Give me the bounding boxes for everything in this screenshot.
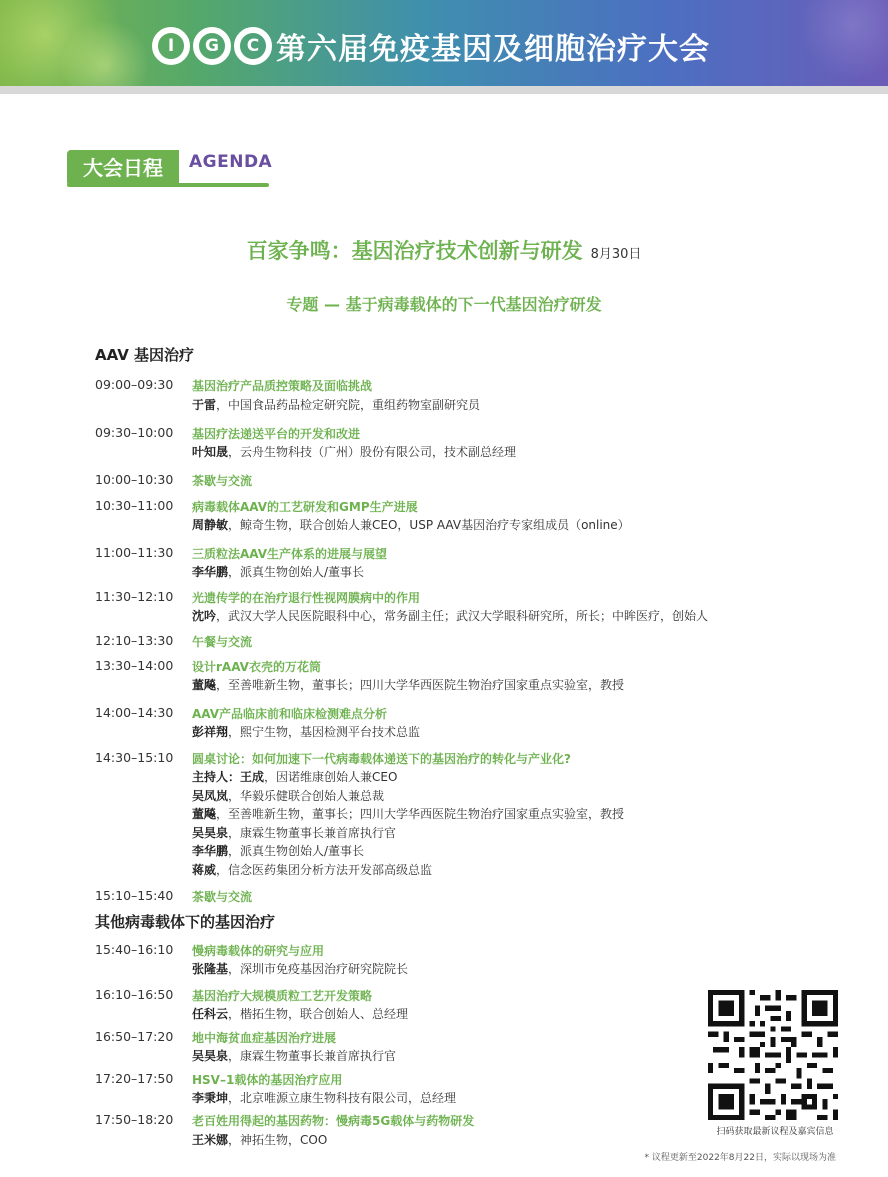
agenda-time: 15:10–15:40	[95, 888, 174, 903]
speaker-name: 蒋威	[192, 863, 217, 877]
speaker-name: 于雷	[192, 398, 217, 412]
speaker-line	[192, 861, 432, 878]
speaker-line	[192, 824, 396, 841]
speaker-name: 李华鹏	[192, 565, 229, 579]
speaker-name: 主持人：王成	[192, 770, 265, 784]
speaker-name: 吴昊泉	[192, 826, 229, 840]
speaker-affiliation: ，中国食品药品检定研究院，重组药物室副研究员	[216, 398, 481, 412]
speaker-affiliation: ，北京唯源立康生物科技有限公司，总经理	[228, 1091, 457, 1105]
speaker-line	[192, 396, 480, 413]
footnote: * 议程更新至2022年8月22日，实际以现场为准	[644, 1153, 836, 1163]
agenda-talk-title: 茶歇与交流	[192, 474, 253, 488]
logo-letter: I	[152, 27, 190, 65]
agenda-time: 09:00–09:30	[95, 377, 174, 392]
speaker-name: 王米娜	[192, 1133, 229, 1147]
section-heading: AAV 基因治疗	[95, 346, 195, 364]
agenda-talk-title: 地中海贫血症基因治疗进展	[192, 1031, 337, 1045]
agenda-time: 17:50–18:20	[95, 1112, 174, 1127]
speaker-affiliation: ，至善唯新生物，董事长；四川大学华西医院生物治疗国家重点实验室，教授	[216, 807, 625, 821]
speaker-affiliation: ，深圳市免疫基因治疗研究院院长	[228, 962, 409, 976]
speaker-line	[192, 960, 408, 977]
agenda-time: 15:40–16:10	[95, 942, 174, 957]
agenda-time: 11:00–11:30	[95, 545, 174, 560]
agenda-talk-title: 基因治疗大规模质粒工艺开发策略	[192, 989, 373, 1003]
speaker-line	[192, 805, 624, 822]
agenda-underline	[67, 183, 269, 187]
agenda-time: 12:10–13:30	[95, 633, 174, 648]
speaker-name: 叶知晟	[192, 445, 229, 459]
speaker-affiliation: ，信念医药集团分析方法开发部高级总监	[216, 863, 433, 877]
speaker-affiliation: ，至善唯新生物，董事长；四川大学华西医院生物治疗国家重点实验室，教授	[216, 678, 625, 692]
speaker-line	[192, 723, 420, 740]
speaker-line	[192, 516, 630, 533]
speaker-name: 李秉坤	[192, 1091, 229, 1105]
speaker-name: 沈吟	[192, 609, 217, 623]
agenda-time: 17:20–17:50	[95, 1071, 174, 1086]
header-banner	[0, 0, 888, 90]
agenda-label	[67, 150, 272, 188]
agenda-time: 13:30–14:00	[95, 658, 174, 673]
speaker-name: 董飚	[192, 807, 217, 821]
agenda-talk-title: 基因疗法递送平台的开发和改进	[192, 427, 361, 441]
conference-title: 第六届免疫基因及细胞治疗大会	[276, 32, 710, 67]
agenda-talk-title: 茶歇与交流	[192, 890, 253, 904]
speaker-affiliation: ，派真生物创始人/董事长	[228, 844, 365, 858]
speaker-affiliation: ，云舟生物科技（广州）股份有限公司，技术副总经理	[228, 445, 517, 459]
agenda-time: 10:30–11:00	[95, 498, 174, 513]
speaker-line	[192, 443, 516, 460]
speaker-line	[192, 1047, 396, 1064]
agenda-talk-title: 老百姓用得起的基因药物：慢病毒5G载体与药物研发	[192, 1114, 475, 1128]
speaker-name: 董飚	[192, 678, 217, 692]
agenda-talk-title: 圆桌讨论：如何加速下一代病毒载体递送下的基因治疗的转化与产业化?	[192, 752, 571, 766]
agenda-time: 11:30–12:10	[95, 589, 174, 604]
agenda-talk-title: 慢病毒载体的研究与应用	[192, 944, 325, 958]
agenda-label-cn: 大会日程	[67, 150, 179, 186]
agenda-talk-title: 病毒载体AAV的工艺研发和GMP生产进展	[192, 500, 418, 514]
speaker-line	[192, 676, 624, 693]
speaker-affiliation: ，武汉大学人民医院眼科中心，常务副主任；武汉大学眼科研究所，所长；中眸医疗，创始人	[216, 609, 709, 623]
speaker-affiliation: ，楷拓生物，联合创始人、总经理	[228, 1007, 409, 1021]
speaker-name: 彭祥翔	[192, 725, 229, 739]
agenda-talk-title: 光遗传学的在治疗退行性视网膜病中的作用	[192, 591, 421, 605]
speaker-affiliation: ，神拓生物，COO	[228, 1133, 328, 1147]
section-heading: 其他病毒载体下的基因治疗	[95, 913, 276, 931]
speaker-line	[192, 1005, 408, 1022]
session-title-text: 百家争鸣：基因治疗技术创新与研发	[246, 239, 583, 263]
agenda-talk-title: 午餐与交流	[192, 635, 253, 649]
agenda-time: 16:10–16:50	[95, 987, 174, 1002]
agenda-time: 14:00–14:30	[95, 705, 174, 720]
agenda-talk-title: 三质粒法AAV生产体系的进展与展望	[192, 547, 388, 561]
session-title	[0, 235, 888, 265]
qr-code-icon[interactable]	[708, 990, 838, 1120]
agenda-label-en: AGENDA	[189, 152, 273, 172]
agenda-talk-title: HSV–1载体的基因治疗应用	[192, 1073, 343, 1087]
header-divider	[0, 86, 888, 94]
speaker-name: 任科云	[192, 1007, 229, 1021]
speaker-line	[192, 1131, 327, 1148]
logo-letter: C	[234, 27, 272, 65]
speaker-affiliation: ，康霖生物董事长兼首席执行官	[228, 826, 397, 840]
virus-decoration-icon	[798, 0, 888, 80]
speaker-affiliation: ，因诺维康创始人兼CEO	[264, 770, 398, 784]
agenda-talk-title: AAV产品临床前和临床检测难点分析	[192, 707, 388, 721]
speaker-name: 吴昊泉	[192, 1049, 229, 1063]
session-date: 8月30日	[590, 247, 642, 262]
speaker-line	[192, 1089, 456, 1106]
speaker-line	[192, 787, 384, 804]
topic-title: 专题 — 基于病毒载体的下一代基因治疗研发	[286, 295, 602, 314]
agenda-talk-title: 设计rAAV衣壳的万花筒	[192, 660, 321, 674]
agenda-talk-title: 基因治疗产品质控策略及面临挑战	[192, 379, 373, 393]
speaker-name: 周静敏	[192, 518, 229, 532]
speaker-line	[192, 607, 708, 624]
speaker-affiliation: ，华毅乐健联合创始人兼总裁	[228, 789, 385, 803]
speaker-name: 张隆基	[192, 962, 229, 976]
logo-letter: G	[193, 27, 231, 65]
agenda-time: 16:50–17:20	[95, 1029, 174, 1044]
qr-caption: 扫码获取最新议程及嘉宾信息	[716, 1127, 834, 1137]
speaker-name: 李华鹏	[192, 844, 229, 858]
agenda-time: 14:30–15:10	[95, 750, 174, 765]
speaker-affiliation: ，派真生物创始人/董事长	[228, 565, 365, 579]
speaker-line	[192, 842, 364, 859]
speaker-line	[192, 768, 397, 785]
speaker-affiliation: ，鲸奇生物，联合创始人兼CEO，USP AAV基因治疗专家组成员（online）	[228, 518, 630, 532]
agenda-time: 10:00–10:30	[95, 472, 174, 487]
speaker-affiliation: ，熙宁生物，基因检测平台技术总监	[228, 725, 421, 739]
conference-logo	[152, 27, 272, 65]
speaker-name: 吴凤岚	[192, 789, 229, 803]
speaker-affiliation: ，康霖生物董事长兼首席执行官	[228, 1049, 397, 1063]
agenda-time: 09:30–10:00	[95, 425, 174, 440]
speaker-line	[192, 563, 364, 580]
